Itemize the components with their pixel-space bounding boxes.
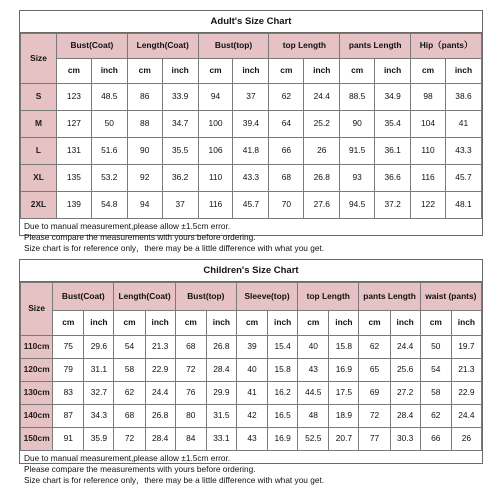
adult-size-chart xyxy=(19,10,483,254)
measurement-cell: 26.8 xyxy=(206,336,236,359)
size-row xyxy=(21,405,482,428)
measurement-cell: 22.9 xyxy=(451,382,481,405)
column-header: Bust(Coat) xyxy=(53,283,114,311)
measurement-cell: 38.6 xyxy=(445,84,481,111)
measurement-cell: 36.6 xyxy=(375,165,411,192)
measurement-cell: 94 xyxy=(198,84,233,111)
measurement-cell: 48 xyxy=(298,405,329,428)
column-header: top Length xyxy=(269,34,340,59)
measurement-cell: 21.3 xyxy=(145,336,175,359)
measurement-cell: 139 xyxy=(56,192,91,219)
measurement-cell: 24.4 xyxy=(304,84,340,111)
column-header: pants Length xyxy=(359,283,420,311)
unit-cm: cm xyxy=(175,311,206,336)
measurement-cell: 35.4 xyxy=(375,111,411,138)
measurement-cell: 35.5 xyxy=(162,138,198,165)
measurement-cell: 37 xyxy=(162,192,198,219)
measurement-cell: 48.5 xyxy=(91,84,127,111)
measurement-cell: 24.4 xyxy=(390,336,420,359)
measurement-cell: 27.2 xyxy=(390,382,420,405)
size-row xyxy=(21,382,482,405)
note-line: Size chart is for reference only，there may be a little difference with what you get. xyxy=(24,475,325,486)
measurement-cell: 30.3 xyxy=(390,428,420,451)
measurement-cell: 28.4 xyxy=(390,405,420,428)
measurement-cell: 15.4 xyxy=(268,336,298,359)
measurement-cell: 43.3 xyxy=(445,138,481,165)
measurement-cell: 98 xyxy=(411,84,446,111)
unit-inch: inch xyxy=(268,311,298,336)
measurement-cell: 93 xyxy=(340,165,375,192)
unit-cm: cm xyxy=(236,311,267,336)
measurement-cell: 90 xyxy=(340,111,375,138)
measurement-cell: 65 xyxy=(359,359,390,382)
measurement-cell: 131 xyxy=(56,138,91,165)
measurement-cell: 34.3 xyxy=(84,405,114,428)
measurement-cell: 52.5 xyxy=(298,428,329,451)
unit-inch: inch xyxy=(451,311,481,336)
unit-inch: inch xyxy=(162,59,198,84)
size-row xyxy=(21,336,482,359)
size-row xyxy=(21,428,482,451)
measurement-cell: 72 xyxy=(175,359,206,382)
unit-cm: cm xyxy=(198,59,233,84)
measurement-cell: 35.9 xyxy=(84,428,114,451)
unit-inch: inch xyxy=(233,59,269,84)
size-row xyxy=(21,138,482,165)
measurement-cell: 39 xyxy=(236,336,267,359)
children-unit-row xyxy=(21,311,482,336)
children-notes xyxy=(20,451,482,487)
measurement-cell: 45.7 xyxy=(445,165,481,192)
measurement-cell: 41 xyxy=(236,382,267,405)
unit-cm: cm xyxy=(53,311,84,336)
measurement-cell: 87 xyxy=(53,405,84,428)
measurement-cell: 15.8 xyxy=(268,359,298,382)
size-row xyxy=(21,165,482,192)
size-label: 150cm xyxy=(21,428,53,451)
size-header: Size xyxy=(21,34,57,84)
adult-header-row xyxy=(21,34,482,59)
note-line: Size chart is for reference only，there may be a little difference with what you get. xyxy=(24,243,325,254)
measurement-cell: 45.7 xyxy=(233,192,269,219)
size-row xyxy=(21,111,482,138)
measurement-cell: 94.5 xyxy=(340,192,375,219)
measurement-cell: 32.7 xyxy=(84,382,114,405)
measurement-cell: 16.5 xyxy=(268,405,298,428)
measurement-cell: 68 xyxy=(175,336,206,359)
measurement-cell: 88 xyxy=(127,111,162,138)
children-size-table xyxy=(20,282,482,451)
measurement-cell: 62 xyxy=(114,382,145,405)
measurement-cell: 68 xyxy=(114,405,145,428)
measurement-cell: 48.1 xyxy=(445,192,481,219)
measurement-cell: 34.9 xyxy=(375,84,411,111)
size-label: 120cm xyxy=(21,359,53,382)
measurement-cell: 36.1 xyxy=(375,138,411,165)
size-header: Size xyxy=(21,283,53,336)
column-header: Bust(Coat) xyxy=(56,34,127,59)
unit-cm: cm xyxy=(340,59,375,84)
column-header: Hip（pants） xyxy=(411,34,482,59)
unit-cm: cm xyxy=(359,311,390,336)
children-header-row xyxy=(21,283,482,311)
unit-cm: cm xyxy=(269,59,304,84)
measurement-cell: 24.4 xyxy=(145,382,175,405)
size-label: 140cm xyxy=(21,405,53,428)
measurement-cell: 53.2 xyxy=(91,165,127,192)
measurement-cell: 135 xyxy=(56,165,91,192)
measurement-cell: 33.9 xyxy=(162,84,198,111)
unit-inch: inch xyxy=(375,59,411,84)
measurement-cell: 66 xyxy=(420,428,451,451)
adult-unit-row xyxy=(21,59,482,84)
measurement-cell: 15.8 xyxy=(329,336,359,359)
measurement-cell: 27.6 xyxy=(304,192,340,219)
measurement-cell: 51.6 xyxy=(91,138,127,165)
size-row xyxy=(21,359,482,382)
measurement-cell: 37 xyxy=(233,84,269,111)
measurement-cell: 84 xyxy=(175,428,206,451)
measurement-cell: 80 xyxy=(175,405,206,428)
unit-inch: inch xyxy=(145,311,175,336)
measurement-cell: 110 xyxy=(411,138,446,165)
measurement-cell: 116 xyxy=(411,165,446,192)
measurement-cell: 26.8 xyxy=(145,405,175,428)
note-line: Due to manual measurement,please allow ±1.5cm error. xyxy=(24,221,231,231)
measurement-cell: 28.4 xyxy=(206,359,236,382)
column-header: pants Length xyxy=(340,34,411,59)
measurement-cell: 22.9 xyxy=(145,359,175,382)
measurement-cell: 110 xyxy=(198,165,233,192)
measurement-cell: 66 xyxy=(269,138,304,165)
unit-cm: cm xyxy=(420,311,451,336)
size-label: S xyxy=(21,84,57,111)
measurement-cell: 17.5 xyxy=(329,382,359,405)
column-header: Bust(top) xyxy=(175,283,236,311)
measurement-cell: 54 xyxy=(420,359,451,382)
column-header: Bust(top) xyxy=(198,34,269,59)
unit-inch: inch xyxy=(91,59,127,84)
measurement-cell: 88.5 xyxy=(340,84,375,111)
measurement-cell: 72 xyxy=(114,428,145,451)
measurement-cell: 36.2 xyxy=(162,165,198,192)
measurement-cell: 41 xyxy=(445,111,481,138)
measurement-cell: 42 xyxy=(236,405,267,428)
measurement-cell: 58 xyxy=(420,382,451,405)
measurement-cell: 70 xyxy=(269,192,304,219)
measurement-cell: 62 xyxy=(420,405,451,428)
measurement-cell: 40 xyxy=(236,359,267,382)
unit-cm: cm xyxy=(56,59,91,84)
size-label: M xyxy=(21,111,57,138)
children-size-chart xyxy=(19,259,483,486)
column-header: top Length xyxy=(298,283,359,311)
size-row xyxy=(21,192,482,219)
measurement-cell: 69 xyxy=(359,382,390,405)
measurement-cell: 26.8 xyxy=(304,165,340,192)
size-row xyxy=(21,84,482,111)
measurement-cell: 26 xyxy=(451,428,481,451)
measurement-cell: 29.6 xyxy=(84,336,114,359)
adult-notes xyxy=(20,219,482,255)
children-chart-title: Children's Size Chart xyxy=(20,260,482,282)
measurement-cell: 122 xyxy=(411,192,446,219)
measurement-cell: 91 xyxy=(53,428,84,451)
measurement-cell: 25.6 xyxy=(390,359,420,382)
unit-cm: cm xyxy=(127,59,162,84)
unit-inch: inch xyxy=(304,59,340,84)
unit-inch: inch xyxy=(329,311,359,336)
measurement-cell: 19.7 xyxy=(451,336,481,359)
column-header: Sleeve(top) xyxy=(236,283,297,311)
measurement-cell: 92 xyxy=(127,165,162,192)
measurement-cell: 83 xyxy=(53,382,84,405)
unit-cm: cm xyxy=(411,59,446,84)
measurement-cell: 79 xyxy=(53,359,84,382)
measurement-cell: 41.8 xyxy=(233,138,269,165)
measurement-cell: 24.4 xyxy=(451,405,481,428)
measurement-cell: 127 xyxy=(56,111,91,138)
measurement-cell: 54 xyxy=(114,336,145,359)
measurement-cell: 29.9 xyxy=(206,382,236,405)
unit-inch: inch xyxy=(445,59,481,84)
measurement-cell: 72 xyxy=(359,405,390,428)
column-header: Length(Coat) xyxy=(127,34,198,59)
measurement-cell: 75 xyxy=(53,336,84,359)
measurement-cell: 16.9 xyxy=(329,359,359,382)
measurement-cell: 37.2 xyxy=(375,192,411,219)
measurement-cell: 68 xyxy=(269,165,304,192)
measurement-cell: 62 xyxy=(359,336,390,359)
measurement-cell: 50 xyxy=(420,336,451,359)
measurement-cell: 28.4 xyxy=(145,428,175,451)
column-header: waist (pants) xyxy=(420,283,481,311)
measurement-cell: 104 xyxy=(411,111,446,138)
note-line: Please compare the measurements with yours before ordering. xyxy=(24,232,256,243)
measurement-cell: 90 xyxy=(127,138,162,165)
measurement-cell: 44.5 xyxy=(298,382,329,405)
measurement-cell: 34.7 xyxy=(162,111,198,138)
measurement-cell: 54.8 xyxy=(91,192,127,219)
measurement-cell: 94 xyxy=(127,192,162,219)
measurement-cell: 20.7 xyxy=(329,428,359,451)
measurement-cell: 18.9 xyxy=(329,405,359,428)
measurement-cell: 50 xyxy=(91,111,127,138)
unit-inch: inch xyxy=(206,311,236,336)
column-header: Length(Coat) xyxy=(114,283,175,311)
size-label: L xyxy=(21,138,57,165)
unit-inch: inch xyxy=(84,311,114,336)
adult-chart-title: Adult's Size Chart xyxy=(20,11,482,33)
measurement-cell: 16.2 xyxy=(268,382,298,405)
size-label: XL xyxy=(21,165,57,192)
measurement-cell: 39.4 xyxy=(233,111,269,138)
measurement-cell: 25.2 xyxy=(304,111,340,138)
measurement-cell: 91.5 xyxy=(340,138,375,165)
measurement-cell: 64 xyxy=(269,111,304,138)
size-label: 2XL xyxy=(21,192,57,219)
measurement-cell: 21.3 xyxy=(451,359,481,382)
measurement-cell: 33.1 xyxy=(206,428,236,451)
measurement-cell: 100 xyxy=(198,111,233,138)
size-label: 110cm xyxy=(21,336,53,359)
measurement-cell: 43 xyxy=(298,359,329,382)
measurement-cell: 77 xyxy=(359,428,390,451)
measurement-cell: 58 xyxy=(114,359,145,382)
unit-cm: cm xyxy=(298,311,329,336)
measurement-cell: 43.3 xyxy=(233,165,269,192)
measurement-cell: 31.5 xyxy=(206,405,236,428)
measurement-cell: 123 xyxy=(56,84,91,111)
measurement-cell: 40 xyxy=(298,336,329,359)
measurement-cell: 116 xyxy=(198,192,233,219)
measurement-cell: 106 xyxy=(198,138,233,165)
measurement-cell: 43 xyxy=(236,428,267,451)
measurement-cell: 16.9 xyxy=(268,428,298,451)
note-line: Please compare the measurements with yours before ordering. xyxy=(24,464,256,475)
measurement-cell: 62 xyxy=(269,84,304,111)
unit-cm: cm xyxy=(114,311,145,336)
measurement-cell: 76 xyxy=(175,382,206,405)
measurement-cell: 86 xyxy=(127,84,162,111)
size-label: 130cm xyxy=(21,382,53,405)
adult-size-table xyxy=(20,33,482,219)
note-line: Due to manual measurement,please allow ±1.5cm error. xyxy=(24,453,231,463)
unit-inch: inch xyxy=(390,311,420,336)
measurement-cell: 31.1 xyxy=(84,359,114,382)
measurement-cell: 26 xyxy=(304,138,340,165)
